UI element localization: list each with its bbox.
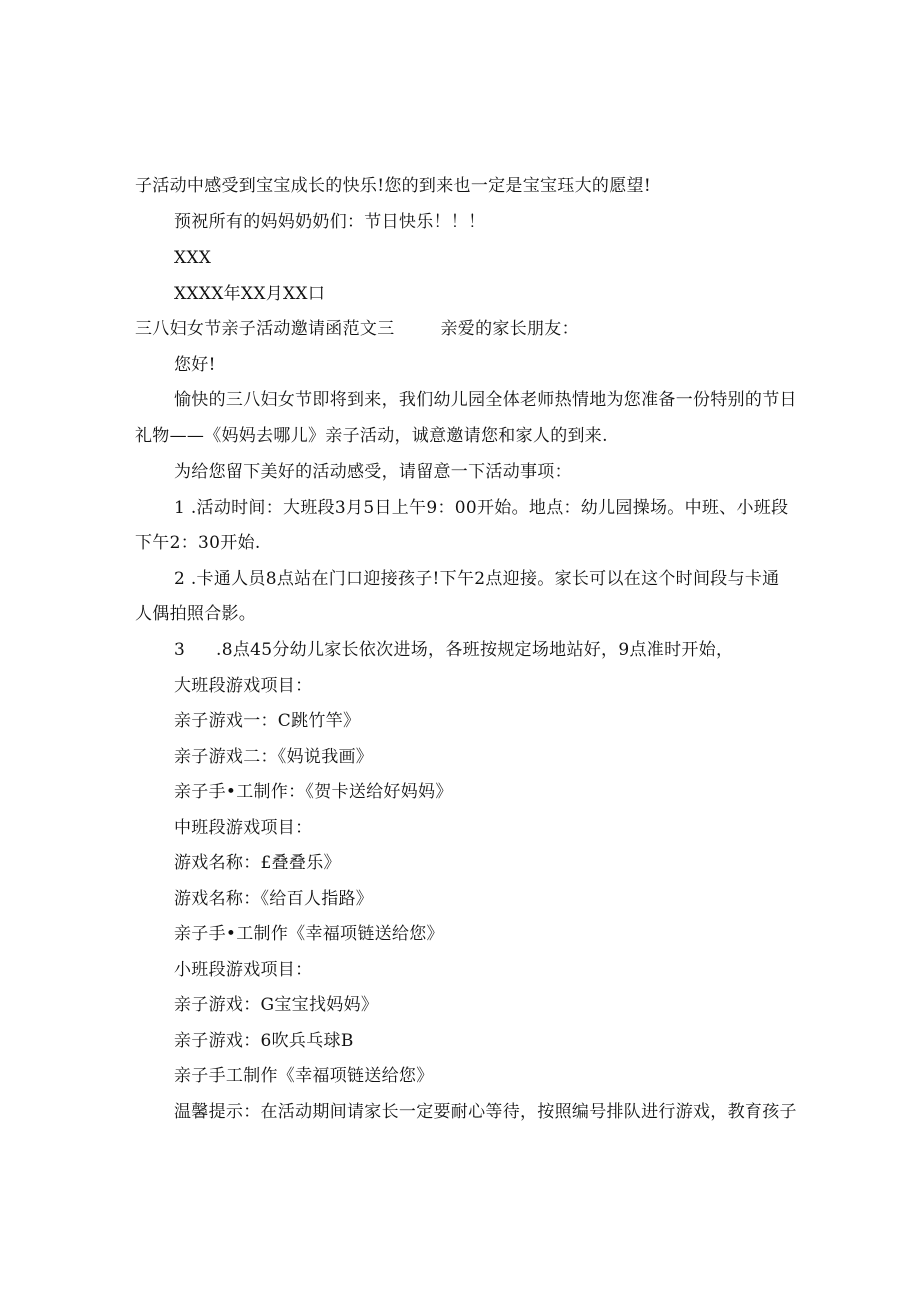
item-2-line-2: 人偶拍照合影。: [135, 604, 257, 624]
section-title: 三八妇女节亲子活动邀请函范文三: [135, 319, 395, 339]
warm-tip: 温馨提示：在活动期间请家长一定要耐心等待，按照编号排队进行游戏，教育孩子: [174, 1102, 797, 1122]
junior-game-2: 亲子游戏：6吹兵乓球B: [174, 1031, 354, 1051]
senior-game-2: 亲子游戏二：《妈说我画》: [174, 747, 374, 767]
item-3-text: .8点45分幼儿家长依次进场，各班按规定场地站好，9点准时开始，: [216, 640, 734, 660]
item-3-number: 3: [174, 640, 186, 660]
greeting: 您好!: [174, 355, 216, 375]
text-line-notice: 为给您留下美好的活动感受，请留意一下活动事项：: [174, 462, 572, 482]
salutation: 亲爱的家长朋友：: [440, 319, 579, 339]
middle-game-2: 游戏名称：《给百人指路》: [174, 889, 374, 909]
junior-handcraft: 亲子手工制作《幸福项链送给您》: [174, 1066, 434, 1086]
senior-games-heading: 大班段游戏项目：: [174, 676, 313, 696]
junior-games-heading: 小班段游戏项目：: [174, 960, 313, 980]
item-1-line-1: 1 .活动时间：大班段3月5日上午9：00开始。地点：幼儿园操场。中班、小班段: [174, 498, 789, 518]
middle-games-heading: 中班段游戏项目：: [174, 818, 313, 838]
middle-handcraft: 亲子手•工制作《幸福项链送给您》: [174, 924, 444, 944]
item-3-line: [174, 640, 733, 660]
item-1-line-2: 下午2：30开始.: [135, 533, 261, 553]
section-title-line: [135, 319, 579, 339]
text-line-intro-2: 礼物——《妈妈去哪儿》亲子活动，诚意邀请您和家人的到来.: [135, 426, 608, 446]
senior-handcraft: 亲子手•工制作：《贺卡送给好妈妈》: [174, 782, 453, 802]
middle-game-1: 游戏名称：£叠叠乐》: [174, 853, 341, 873]
item-2-line-1: 2 .卡通人员8点站在门口迎接孩子!下午2点迎接。家长可以在这个时间段与卡通: [174, 569, 780, 589]
senior-game-1: 亲子游戏一：C跳竹竿》: [174, 711, 361, 731]
text-line-1: 子活动中感受到宝宝成长的快乐!您的到来也一定是宝宝珏大的愿望!: [135, 176, 651, 196]
signature-name: XXX: [174, 248, 212, 268]
signature-date: XXXX年XX月XX口: [174, 284, 326, 304]
text-line-2: 预祝所有的妈妈奶奶们：节日快乐！！！: [174, 212, 486, 232]
junior-game-1: 亲子游戏：G宝宝找妈妈》: [174, 995, 379, 1015]
text-line-intro-1: 愉快的三八妇女节即将到来，我们幼儿园全体老师热情地为您准备一份特别的节日: [174, 390, 797, 410]
